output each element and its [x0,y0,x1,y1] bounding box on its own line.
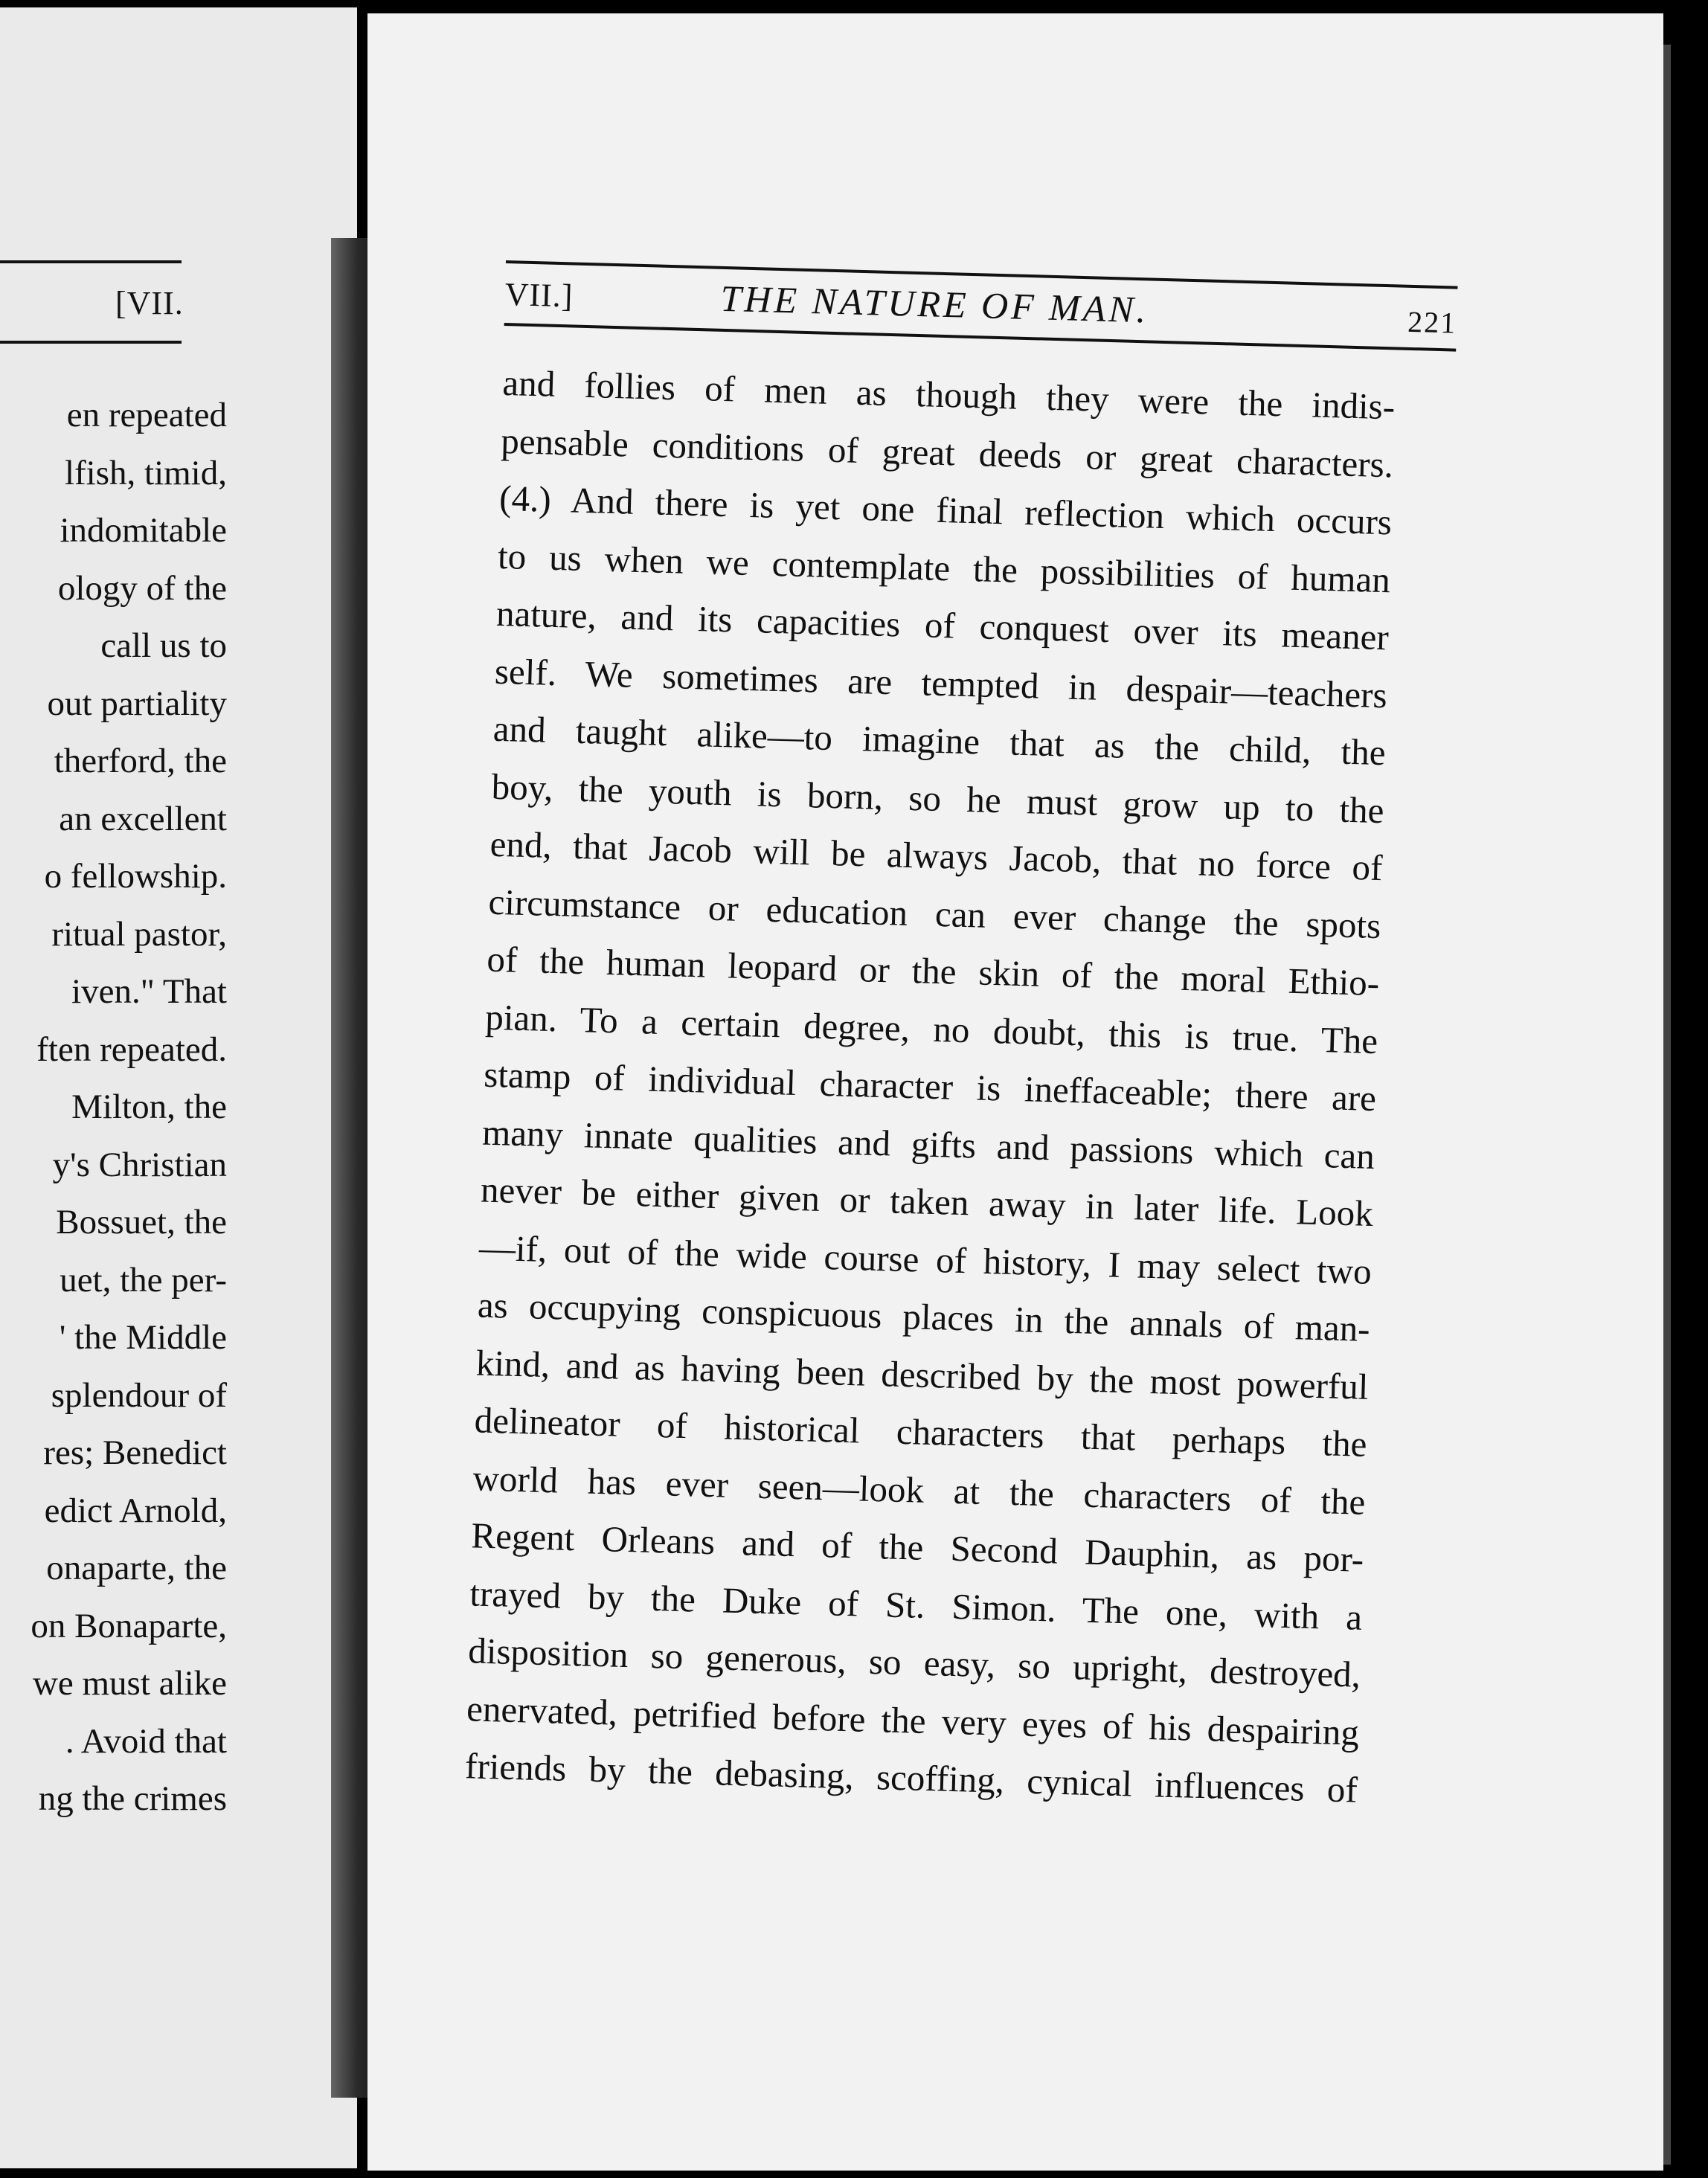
page-number: 221 [1407,304,1457,340]
left-text-line: lfish, timid, [64,453,227,492]
left-text-line: Milton, the [71,1088,227,1126]
left-header-rule-bottom [0,341,182,344]
page-edge [1663,45,1671,2165]
body-text [464,354,1455,1820]
left-text-line: indomitable [60,511,227,550]
text-line: and taught alike—to imagine that as the child, the [492,707,1387,774]
text-line: boy, the youth is born, so he must grow up to the [491,765,1385,831]
left-text-line: edict Arnold, [44,1491,227,1530]
left-text-line: . Avoid that [65,1721,227,1761]
chapter-number: VII.] [504,275,574,315]
text-line: enervated, petrified before the very eyes of his despairing [466,1687,1360,1753]
text-line: circumstance or education can ever change the spots [487,881,1381,946]
left-text-line: Bossuet, the [56,1203,227,1241]
text-line: Regent Orleans and of the Second Dauphin, as por- [470,1514,1364,1580]
text-line: and follies of men as though they were the indis- [501,362,1396,428]
left-text-line: ften repeated. [36,1029,227,1069]
left-text-line: out partiality [47,684,227,723]
text-line: nature, and its capacities of conquest over its meaner [495,592,1390,658]
text-line: kind, and as having been described by the most powerful [475,1341,1370,1407]
left-text-line: ritual pastor, [51,914,227,954]
text-line: friends by the debasing, scoffing, cynical influences of [464,1745,1358,1811]
text-line: end, that Jacob will be always Jacob, that no force of [489,823,1384,889]
left-header-rule-top [0,260,182,263]
left-text-line: ology of the [57,568,227,608]
left-text-line: an excellent [59,799,227,838]
text-line: —if, out of the wide course of history, I may select two [478,1227,1372,1292]
left-text-line: splendour of [51,1375,227,1415]
text-line: self. We sometimes are tempted in despair—teachers [494,650,1388,716]
left-text-line: res; Benedict [43,1433,227,1472]
running-title: THE NATURE OF MAN. [719,277,1149,331]
text-line: trayed by the Duke of St. Simon. The one, with a [469,1572,1363,1638]
left-text-line: onaparte, the [46,1549,227,1587]
text-line: to us when we contemplate the possibilities of human [497,535,1391,600]
text-line: many innate qualities and gifts and passions which can [481,1111,1375,1177]
left-running-head: [VII. [115,285,184,321]
text-line: world has ever seen—look at the characters of the [472,1456,1367,1523]
text-line: stamp of individual character is ineffaceable; there are [483,1053,1377,1119]
left-page-text [30,387,227,1828]
text-line: (4.) And there is yet one final reflection which occurs [498,477,1393,543]
left-text-line: on Bonaparte, [30,1606,227,1645]
left-text-line: iven." That [71,972,227,1011]
left-text-line: call us to [100,626,227,665]
left-text-line: therford, the [54,742,227,780]
text-line: as occupying conspicuous places in the annals of man- [477,1284,1371,1349]
left-text-line: uet, the per- [60,1260,227,1300]
left-text-line: en repeated [66,396,227,434]
left-page [0,7,357,2168]
right-page-content [464,260,1457,1820]
left-text-line: we must alike [32,1664,227,1703]
text-line: never be either given or taken away in later life. Look [480,1169,1374,1234]
text-line: disposition so generous, so easy, so upright, destroyed, [467,1630,1361,1695]
text-line: pensable conditions of great deeds or great characters. [500,420,1394,485]
left-text-line: ng the crimes [38,1779,227,1818]
text-line: pian. To a certain degree, no doubt, this is true. The [484,996,1378,1061]
left-text-line: y's Christian [52,1145,227,1184]
left-text-line: o fellowship. [44,857,227,896]
text-line: of the human leopard or the skin of the moral Ethio- [486,938,1380,1004]
left-text-line: ' the Middle [59,1318,227,1357]
text-line: delineator of historical characters that perhaps the [474,1399,1368,1465]
